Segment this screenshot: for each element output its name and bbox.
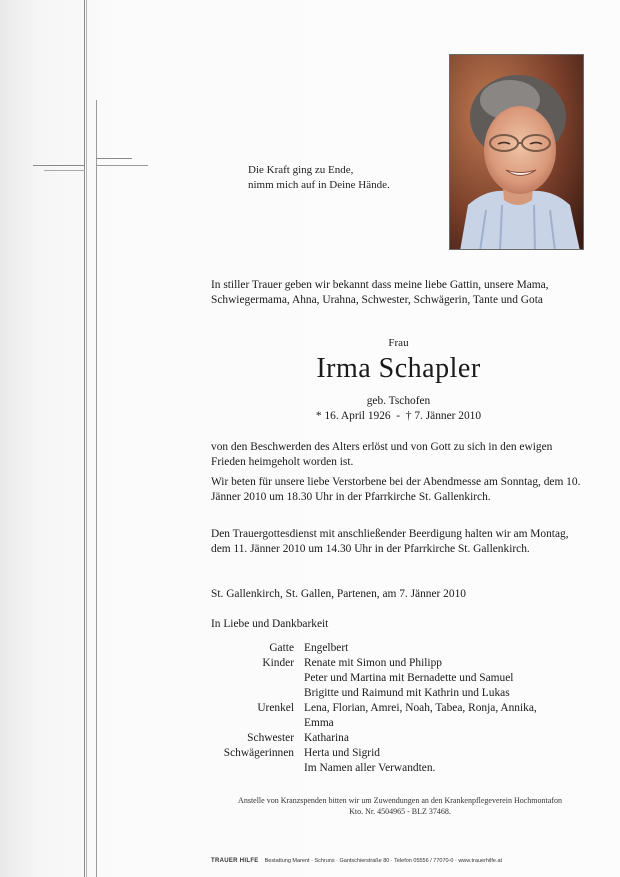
motto bbox=[248, 163, 390, 193]
paragraph-evening-mass: Wir beten für unsere liebe Verstorbene bei der Abendmesse am Sonntag, dem 10. Jänner 2010 um 18.30 Uhr in der Pfarrkirche St. Gallenkirch. bbox=[211, 476, 581, 503]
donation-note-line: Anstelle von Kranzspenden bitten wir um Zuwendungen an den Krankenpflegeverein Hochmontafon bbox=[238, 796, 562, 805]
family-names: Herta und Sigrid bbox=[304, 747, 380, 759]
family-names: Peter und Martina mit Bernadette und Samuel bbox=[304, 672, 514, 684]
paragraph-funeral: Den Trauergottesdienst mit anschließender Beerdigung halten wir am Montag, dem 11. Jänner 2010 um 14.30 Uhr in der Pfarrkirche St. Gallenkirch. bbox=[211, 528, 569, 555]
donation-note-line: Kto. Nr. 4504965 - BLZ 37468. bbox=[349, 807, 451, 816]
place-date: St. Gallenkirch, St. Gallen, Partenen, am 7. Jänner 2010 bbox=[211, 588, 466, 600]
donation-note bbox=[200, 795, 600, 817]
deceased-name: Irma Schapler bbox=[316, 353, 481, 384]
family-role: Schwägerinnen bbox=[223, 747, 294, 759]
birth-name: geb. Tschofen bbox=[366, 395, 431, 407]
family-list bbox=[211, 641, 591, 776]
motto-line: nimm mich auf in Deine Hände. bbox=[248, 179, 390, 191]
family-row bbox=[211, 701, 591, 731]
family-role: Urenkel bbox=[257, 702, 294, 714]
family-row bbox=[211, 731, 591, 746]
family-row bbox=[211, 641, 591, 656]
family-row bbox=[211, 656, 591, 701]
family-role: Gatte bbox=[269, 642, 294, 654]
family-role: Schwester bbox=[247, 732, 294, 744]
family-names: Emma bbox=[304, 717, 334, 729]
intro-text: In stiller Trauer geben wir bekannt dass meine liebe Gattin, unsere Mama, Schwiegermama, Ahna, Urahna, Schwester, Schwägerin, Tante und Gota bbox=[211, 279, 549, 306]
footer-text: Bestattung Marent · Schruns · Gantschierstraße 80 · Telefon 05556 / 77070-0 · www.trauerhilfe.at bbox=[264, 858, 503, 864]
life-dates: * 16. April 1926 - † 7. Jänner 2010 bbox=[315, 410, 482, 422]
footer bbox=[211, 858, 502, 864]
family-names: Renate mit Simon und Philipp bbox=[304, 657, 442, 669]
portrait-photo bbox=[449, 54, 584, 250]
family-names: Katharina bbox=[304, 732, 349, 744]
family-names: Lena, Florian, Amrei, Noah, Tabea, Ronja, Annika, bbox=[304, 702, 537, 714]
paragraph-peace: von den Beschwerden des Alters erlöst und von Gott zu sich in den ewigen Frieden heimgeholt worden ist. bbox=[211, 441, 553, 468]
closing-line: In Liebe und Dankbarkeit bbox=[211, 618, 329, 630]
footer-brand: TRAUER HILFE bbox=[211, 858, 259, 864]
family-names: Engelbert bbox=[304, 642, 349, 654]
family-names: Im Namen aller Verwandten. bbox=[304, 762, 436, 774]
family-role: Kinder bbox=[262, 657, 294, 669]
family-names: Brigitte und Raimund mit Kathrin und Lukas bbox=[304, 687, 510, 699]
name-prefix: Frau bbox=[388, 337, 409, 349]
family-row bbox=[211, 746, 591, 776]
motto-line: Die Kraft ging zu Ende, bbox=[248, 164, 354, 176]
